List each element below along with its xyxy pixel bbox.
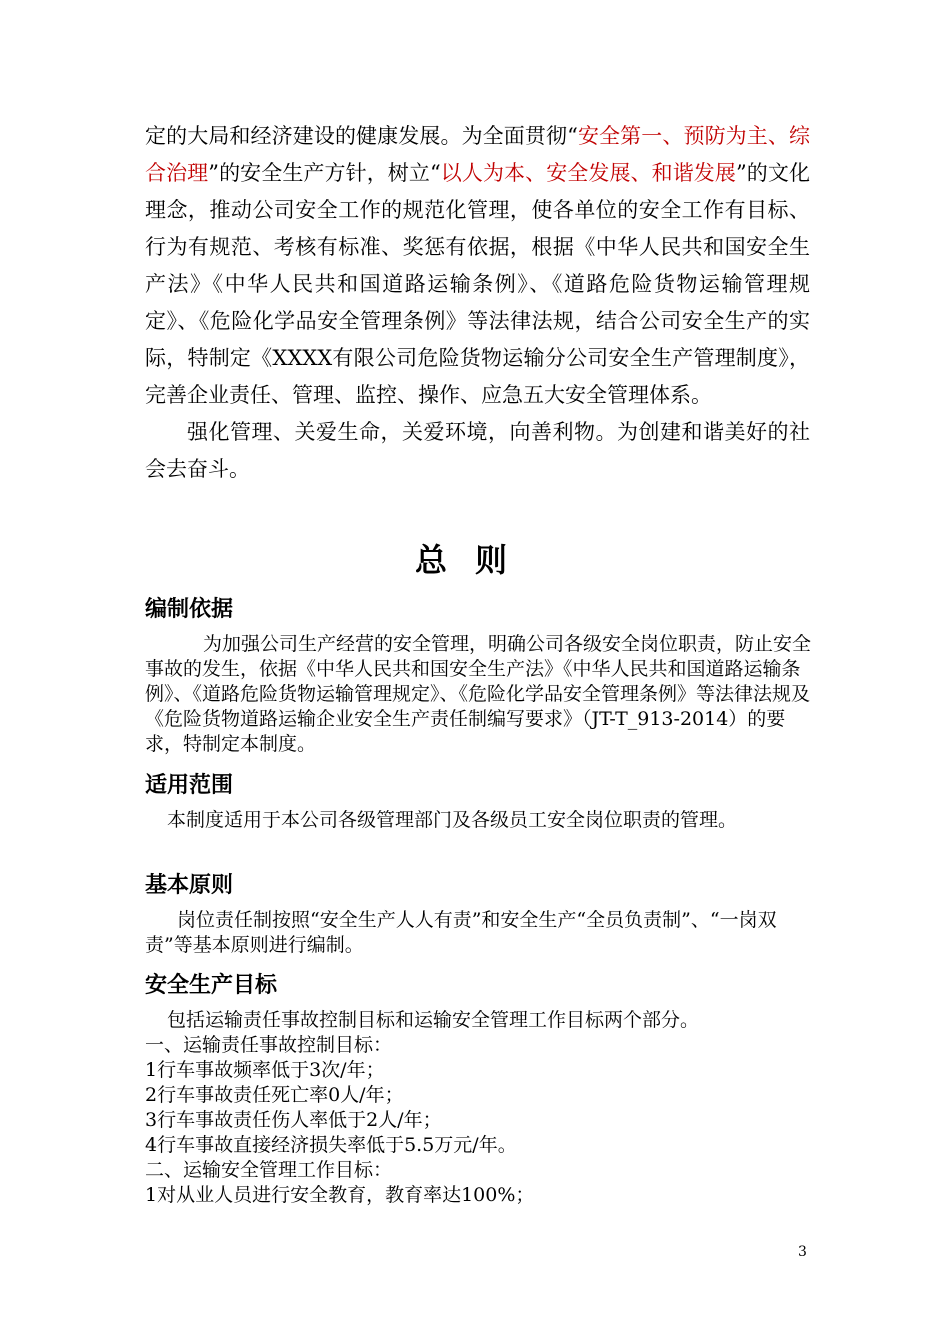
intro-paragraph-1 bbox=[145, 118, 810, 414]
goals-line: 1对从业人员进行安全教育，教育率达100%； bbox=[145, 1184, 535, 1206]
intro-section bbox=[145, 118, 810, 488]
section-goals bbox=[145, 1008, 815, 1208]
section-basis bbox=[145, 632, 815, 757]
page-number: 3 bbox=[798, 1244, 807, 1260]
page-title: 总则 bbox=[414, 541, 535, 579]
section-scope-text: 本制度适用于本公司各级管理部门及各级员工安全岗位职责的管理。 bbox=[167, 809, 738, 831]
intro-text: ”的文化理念，推动公司安全工作的规范化管理，使各单位的安全工作有目标、行为有规范、考核有标准、奖惩有依据，根据《中华人民共和国安全生产法》《中华人民共和国道路运输条例》、《道路危险货物运输管理规定》、《危险化学品安全管理条例》等法律法规，结合公司安全生产的实际，特制定《XXXX有限公司危险货物运输分公司安全生产管理制度》，完善企业责任、管理、监控、操作、应急五大安全管理体系。 bbox=[145, 161, 810, 407]
section-principle-text: 岗位责任制按照“安全生产人人有责”和安全生产“全员负责制”、“一岗双责”等基本原则进行编制。 bbox=[145, 909, 777, 956]
section-principle bbox=[145, 908, 815, 958]
intro-text: 定的大局和经济建设的健康发展。为全面贯彻“ bbox=[145, 124, 578, 148]
intro-text: ”的安全生产方针，树立“ bbox=[208, 161, 441, 185]
goals-line: 1行车事故频率低于3次/年； bbox=[145, 1059, 385, 1081]
goals-line: 3行车事故责任伤人率低于2人/年； bbox=[145, 1109, 442, 1131]
goals-line: 一、运输责任事故控制目标： bbox=[145, 1034, 393, 1056]
culture-concept-highlight: 以人为本、安全发展、和谐发展 bbox=[440, 161, 736, 185]
goals-line: 4行车事故直接经济损失率低于5.5万元/年。 bbox=[145, 1134, 517, 1156]
goals-line: 2行车事故责任死亡率0人/年； bbox=[145, 1084, 404, 1106]
section-heading-goals: 安全生产目标 bbox=[145, 973, 278, 998]
section-scope bbox=[145, 808, 815, 833]
goals-line: 包括运输责任事故控制目标和运输安全管理工作目标两个部分。 bbox=[167, 1009, 700, 1031]
section-heading-basis: 编制依据 bbox=[145, 597, 234, 622]
safety-policy-highlight: 安全第一、预防为主、综合治理 bbox=[145, 124, 811, 185]
intro-paragraph-2: 强化管理、关爱生命，关爱环境，向善利物。为创建和谐美好的社会去奋斗。 bbox=[145, 420, 810, 481]
section-heading-scope: 适用范围 bbox=[145, 773, 234, 798]
section-basis-text: 为加强公司生产经营的安全管理，明确公司各级安全岗位职责，防止安全事故的发生，依据《中华人民共和国安全生产法》《中华人民共和国道路运输条例》、《道路危险货物运输管理规定》、《危险化学品安全管理条例》等法律法规及《危险货物道路运输企业安全生产责任制编写要求》（JT-T_913-2014）的要求，特制定本制度。 bbox=[145, 633, 812, 755]
section-heading-principle: 基本原则 bbox=[145, 873, 234, 898]
goals-line: 二、运输安全管理工作目标： bbox=[145, 1159, 393, 1181]
